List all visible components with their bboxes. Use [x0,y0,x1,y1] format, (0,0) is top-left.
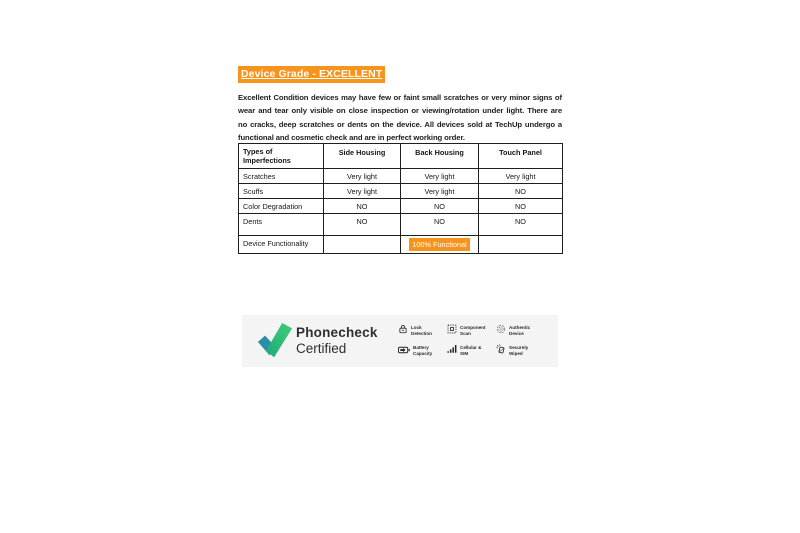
value-cell: NO [479,199,563,214]
table-row [239,236,563,254]
column-header: Touch Panel [479,144,563,169]
row-label: Scuffs [239,184,324,199]
value-cell [324,236,401,254]
imperfections-table [238,143,563,254]
lock-icon [398,323,408,334]
description-line: Excellent Condition devices may have few or faint small scratches or very minor signs of [238,93,562,102]
row-label: Color Degradation [239,199,324,214]
fingerprint-icon [496,323,506,334]
column-header: Back Housing [401,144,479,169]
value-cell: NO [479,214,563,236]
value-cell: Very light [401,169,479,184]
column-header: Side Housing [324,144,401,169]
feature-item [398,343,447,363]
page-title [238,64,385,83]
signal-bars-icon [447,343,457,354]
description-line: no cracks, deep scratches or dents on the device. All devices sold at TechUp undergo a [238,119,562,129]
value-cell: NO [479,184,563,199]
feature-item [496,323,545,343]
value-cell: Very light [401,184,479,199]
value-cell: Very light [324,184,401,199]
feature-grid [398,323,545,363]
value-cell [401,236,479,254]
device-description [238,91,562,144]
feature-label: Securely Wiped [509,345,529,356]
feature-item [398,323,447,343]
row-label: Device Functionality [239,236,324,254]
table-row [239,184,563,199]
phonecheck-banner [242,315,558,367]
description-line: functional and cosmetic check and are in perfect working order. [238,132,465,142]
value-cell: NO [324,199,401,214]
value-cell: Very light [479,169,563,184]
phonecheck-check-icon [257,322,293,360]
feature-item [496,343,545,363]
battery-icon [398,343,410,354]
table-row [239,169,563,184]
column-header: Types of Imperfections [239,144,324,169]
table-row [239,214,563,236]
brand-name: Phonecheck [296,325,378,340]
table-header-row [239,144,563,169]
wipe-icon [496,343,506,354]
component-scan-icon [447,323,457,334]
feature-label: Authentic Device [509,325,531,336]
feature-label: Lock Detection [411,325,432,336]
feature-label: Component Scan [460,325,486,336]
value-cell [479,236,563,254]
brand-block [296,325,378,356]
functional-highlight: 100% Functional [409,238,469,251]
feature-item [447,343,496,363]
table-row [239,199,563,214]
row-label: Scratches [239,169,324,184]
brand-subtitle: Certified [296,341,347,356]
value-cell: Very light [324,169,401,184]
value-cell: NO [324,214,401,236]
value-cell: NO [401,214,479,236]
feature-label: Cellular & SIM [460,345,482,356]
value-cell: NO [401,199,479,214]
feature-item [447,323,496,343]
page-title-text: Device Grade - EXCELLENT [238,66,385,83]
description-line: wear and tear only visible on close inspection or viewing/rotation under light. There are [238,106,562,116]
row-label: Dents [239,214,324,236]
feature-label: Battery Capacity [413,345,433,356]
